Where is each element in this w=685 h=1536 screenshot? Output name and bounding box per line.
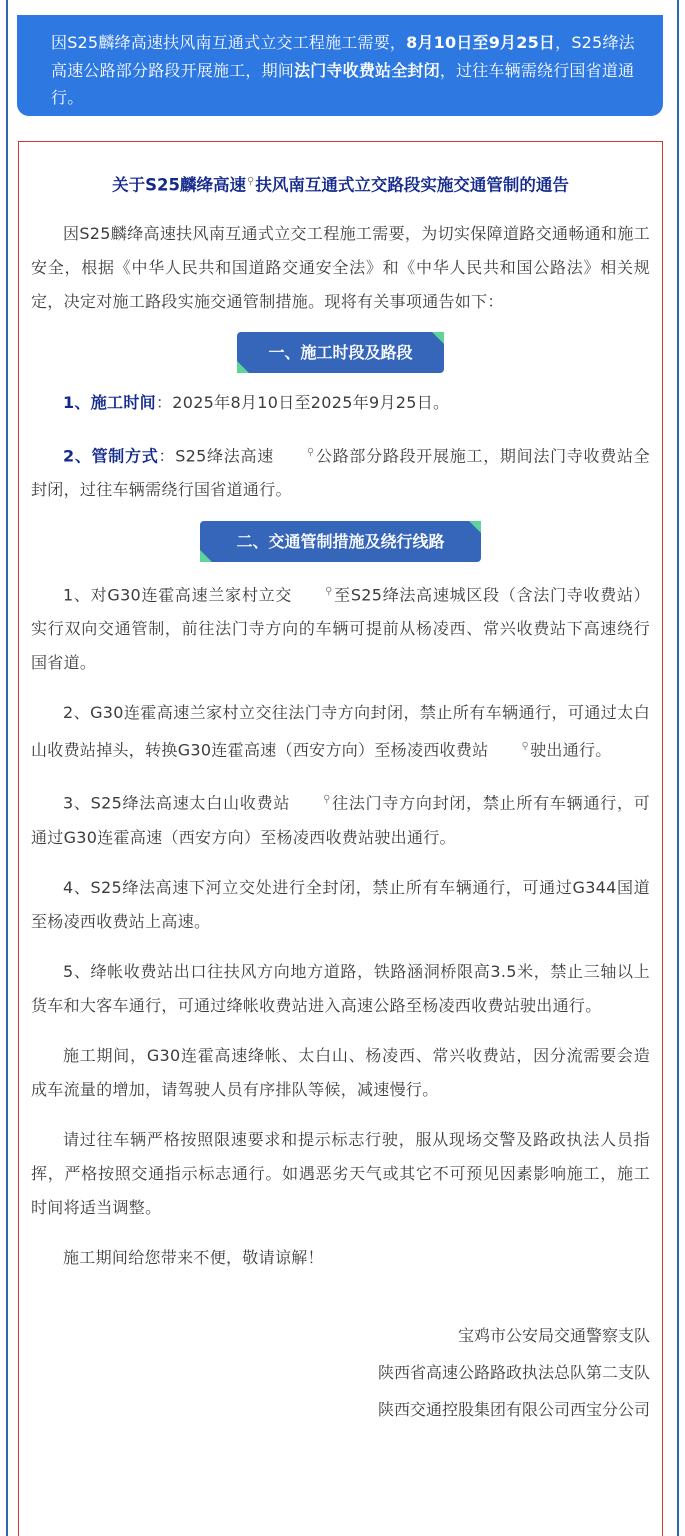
heading-corner-accent xyxy=(469,521,481,533)
driver-request-paragraph: 请过往车辆严格按照限速要求和提示标志行驶，服从现场交警及路政执法人员指挥，严格按照交通指示标志通行。如遇恶劣天气或其它不可预见因素影响施工，施工时间将适当调整。 xyxy=(31,1129,650,1217)
notice-frame xyxy=(18,141,663,1536)
measure-item-5: 5、绛帐收费站出口往扶风方向地方道路，铁路涵洞桥限高3.5米，禁止三轴以上货车和大客车通行，可通过绛帐收费站进入高速公路至杨凌西收费站驶出通行。 xyxy=(31,961,650,1015)
banner-text-3: ，过往车辆需绕行国省道通行。 xyxy=(51,60,635,107)
section1-heading xyxy=(237,332,444,373)
notice-title-part1: 关于S25麟绛高速 xyxy=(112,175,247,195)
search-icon[interactable]: ⚲ xyxy=(247,176,255,187)
construction-time-text: ：2025年8月10日至2025年9月25日。 xyxy=(155,392,450,412)
intro-paragraph: 因S25麟绛高速扶风南互通式立交工程施工需要，为切实保障道路交通畅通和施工安全，根据《中华人民共和国道路交通安全法》和《中华人民共和国公路法》相关规定，决定对施工路段实施交通管制措施。现将有关事项通告如下： xyxy=(31,223,650,311)
measure-item-1 xyxy=(31,575,650,680)
control-mode-text-1: ：S25绛法高速 xyxy=(158,445,274,465)
heading-corner-accent xyxy=(237,361,249,373)
banner-dates: 8月10日至9月25日 xyxy=(406,33,556,52)
heading-corner-accent xyxy=(200,550,212,562)
construction-time-item xyxy=(31,386,650,420)
section2-heading xyxy=(200,521,481,562)
heading-corner-accent xyxy=(432,332,444,344)
notice-title-part2: 扶风南互通式立交路段实施交通管制的通告 xyxy=(255,175,569,195)
control-mode-text-2: 公路部分路段开展施工，期间法门寺收费站全封闭，过往车辆需绕行国省道通行。 xyxy=(31,445,650,499)
signature-block xyxy=(31,1317,650,1428)
section2-heading-text: 二、交通管制措施及绕行线路 xyxy=(236,531,445,551)
measure-item-4: 4、S25绛法高速下河立交处进行全封闭，禁止所有车辆通行，可通过G344国道至杨凌西收费站上高速。 xyxy=(31,877,650,931)
signature-line: 陕西省高速公路路政执法总队第二支队 xyxy=(377,1362,650,1382)
banner-text-1: 因S25麟绛高速扶风南互通式立交工程施工需要， xyxy=(51,33,407,52)
left-border-line xyxy=(6,0,8,1536)
search-icon[interactable]: ⚲ xyxy=(323,794,331,806)
measure-item-3 xyxy=(31,783,650,854)
measure-item-3-text-2: 往法门寺方向封闭，禁止所有车辆通行，可通过G30连霍高速（西安方向）至杨凌西收费站驶出通行。 xyxy=(31,793,650,847)
measure-item-1-text-1: 1、对G30连霍高速兰家村立交 xyxy=(63,585,293,605)
search-icon[interactable]: ⚲ xyxy=(306,446,315,458)
measure-item-2-text-1: 2、G30连霍高速兰家村立交往法门寺方向封闭，禁止所有车辆通行，可通过太白山收费站掉头，转换G30连霍高速（西安方向）至杨凌西收费站 xyxy=(31,703,650,760)
control-mode-label: 2、管制方式 xyxy=(63,445,159,465)
banner-closure: 法门寺收费站全封闭 xyxy=(294,60,440,80)
search-icon[interactable]: ⚲ xyxy=(325,585,333,597)
measure-item-2 xyxy=(31,696,650,767)
construction-period-paragraph: 施工期间，G30连霍高速绛帐、太白山、杨凌西、常兴收费站，因分流需要会造成车流量的增加，请驾驶人员有序排队等候，减速慢行。 xyxy=(31,1045,650,1099)
section1-heading-text: 一、施工时段及路段 xyxy=(268,342,413,362)
banner-text-2: ，S25绛法高速公路部分路段开展施工，期间 xyxy=(51,33,635,80)
right-border-line xyxy=(677,0,679,1536)
signature-line: 宝鸡市公安局交通警察支队 xyxy=(457,1325,650,1345)
measure-item-2-text-2: 驶出通行。 xyxy=(530,740,612,760)
notice-title xyxy=(31,168,650,200)
measure-item-1-text-2: 至S25绛法高速城区段（含法门寺收费站）实行双向交通管制，前往法门寺方向的车辆可提前从杨凌西、常兴收费站下高速绕行国省道。 xyxy=(31,585,650,673)
search-icon[interactable]: ⚲ xyxy=(521,741,530,753)
construction-time-label: 1、施工时间 xyxy=(63,392,156,412)
signature-line: 陕西交通控股集团有限公司西宝分公司 xyxy=(377,1399,650,1419)
apology-paragraph: 施工期间给您带来不便，敬请谅解！ xyxy=(63,1247,324,1267)
summary-banner xyxy=(17,15,663,116)
control-mode-item xyxy=(31,436,650,507)
measure-item-3-text-1: 3、S25绛法高速太白山收费站 xyxy=(63,793,291,813)
